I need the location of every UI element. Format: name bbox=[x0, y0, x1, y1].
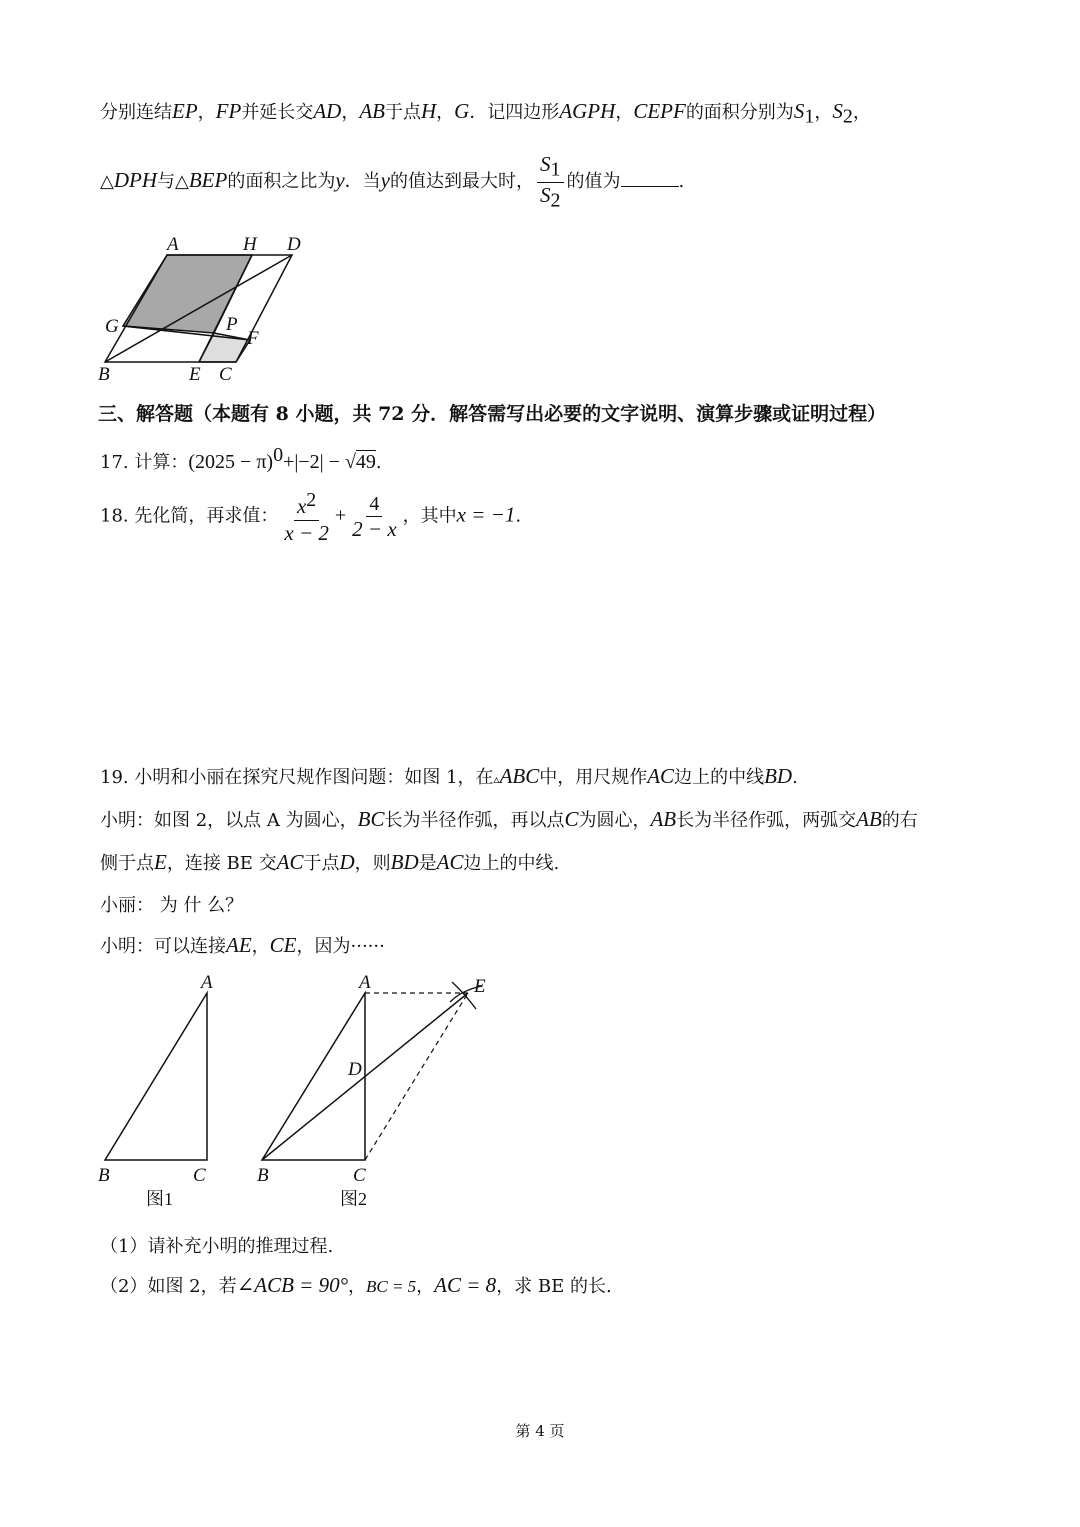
math-s: S bbox=[540, 182, 551, 207]
text: ．当 bbox=[344, 171, 381, 193]
math-s: S bbox=[793, 99, 805, 123]
math-ab: AB bbox=[650, 807, 677, 831]
text: ， bbox=[416, 1276, 435, 1297]
math-expression: (2025 − π) bbox=[188, 451, 274, 473]
text: ， bbox=[615, 102, 634, 123]
label-b: B bbox=[257, 1165, 269, 1186]
text: 侧于点 bbox=[100, 853, 154, 874]
fraction-2 bbox=[349, 492, 400, 541]
text: ， bbox=[341, 102, 360, 123]
text: . bbox=[678, 171, 685, 193]
q19-figures bbox=[90, 968, 510, 1213]
condition: x = −1 bbox=[456, 502, 516, 527]
math-ab: AB bbox=[359, 99, 385, 123]
text: 小明：可以连接 bbox=[100, 936, 226, 957]
math-s: S bbox=[540, 152, 551, 176]
math-d: D bbox=[339, 850, 355, 874]
math-ac: AC bbox=[276, 850, 304, 874]
text: ，求 BE 的长. bbox=[496, 1276, 612, 1297]
math-ac: AC bbox=[647, 764, 675, 788]
math-x: x bbox=[296, 494, 307, 518]
subscript: 1 bbox=[804, 105, 815, 128]
text: ， bbox=[251, 936, 270, 957]
math-fp: FP bbox=[215, 99, 242, 123]
triangle-symbol: △ bbox=[100, 171, 114, 193]
text: . bbox=[792, 767, 798, 788]
text: ，其中 bbox=[402, 505, 457, 527]
text: ，连接 BE 交 bbox=[166, 853, 277, 874]
label-a: A bbox=[167, 234, 179, 255]
label-a: A bbox=[359, 972, 371, 993]
text: 的面积之比为 bbox=[227, 171, 336, 193]
q19-line-2 bbox=[100, 806, 918, 832]
text: 长为半径作弧，两弧交 bbox=[676, 810, 857, 831]
operator: + bbox=[334, 504, 347, 527]
text: ， bbox=[436, 102, 455, 123]
label-p: P bbox=[226, 314, 238, 335]
page-number: 第 4 页 bbox=[515, 1422, 565, 1440]
math-ae: AE bbox=[226, 933, 252, 957]
text: 边上的中线. bbox=[463, 853, 560, 874]
math-ac: AC bbox=[436, 850, 464, 874]
label-b: B bbox=[98, 1165, 110, 1186]
q16-line-2 bbox=[100, 152, 684, 212]
numerator: 4 bbox=[366, 492, 382, 517]
text: 为圆心， bbox=[578, 810, 651, 831]
math-bep: BEP bbox=[188, 168, 228, 193]
math-g: G bbox=[454, 99, 470, 123]
text: ，因为······ bbox=[296, 936, 385, 957]
text: 中，用尺规作 bbox=[539, 767, 648, 788]
math-bd: BD bbox=[764, 764, 793, 788]
math-y: y bbox=[380, 168, 390, 193]
question-number: 17. bbox=[100, 452, 129, 473]
subscript: 2 bbox=[842, 105, 853, 128]
label-f: F bbox=[247, 328, 259, 349]
math-y: y bbox=[335, 168, 345, 193]
text: . bbox=[375, 452, 382, 473]
math-agph: AGPH bbox=[559, 99, 616, 123]
answer-blank[interactable] bbox=[621, 168, 679, 187]
text: 的值为 bbox=[566, 171, 621, 193]
text: . bbox=[515, 505, 522, 527]
exponent: 2 bbox=[306, 489, 317, 511]
label-a: A bbox=[201, 972, 213, 993]
question-17 bbox=[100, 444, 382, 474]
math-ac: AC = 8 bbox=[434, 1273, 497, 1297]
label-c: C bbox=[353, 1165, 366, 1186]
radicand: 49 bbox=[355, 451, 376, 473]
text: 先化简，再求值： bbox=[134, 505, 279, 527]
denominator: x − 2 bbox=[284, 521, 329, 545]
label-d: D bbox=[287, 234, 301, 255]
math-cepf: CEPF bbox=[633, 99, 686, 123]
text: 边上的中线 bbox=[674, 767, 765, 788]
label-c: C bbox=[219, 364, 232, 385]
text: 与 bbox=[157, 171, 176, 193]
text: 于点 bbox=[384, 102, 421, 123]
math-c: C bbox=[564, 807, 579, 831]
triangle-abc bbox=[105, 993, 207, 1160]
text: 长为半径作弧，再以点 bbox=[384, 810, 565, 831]
question-number: 18. bbox=[100, 505, 129, 527]
figure-caption: 图1 bbox=[146, 1189, 173, 1209]
label-b: B bbox=[98, 364, 110, 385]
question-18 bbox=[100, 488, 521, 545]
q19-part-1: （1）请补充小明的推理过程. bbox=[100, 1236, 334, 1257]
label-e: E bbox=[189, 364, 201, 385]
math-ep: EP bbox=[172, 99, 198, 123]
text: ， bbox=[852, 102, 871, 123]
figure-1 bbox=[98, 972, 213, 1209]
fraction-1 bbox=[281, 488, 332, 545]
text: （2）如图 2，若 bbox=[100, 1276, 237, 1297]
q16-parallelogram-figure bbox=[95, 230, 325, 385]
text: ， bbox=[347, 1276, 366, 1297]
text: 19. 小明和小丽在探究尺规作图问题：如图 1，在 bbox=[100, 767, 494, 788]
math-bc: BC = 5 bbox=[365, 1277, 417, 1296]
math-dph: DPH bbox=[113, 168, 158, 193]
fraction-s1-s2 bbox=[537, 152, 564, 212]
text: 于点 bbox=[303, 853, 340, 874]
q19-line-3 bbox=[100, 849, 559, 875]
math-abc: ABC bbox=[499, 764, 540, 788]
text: ， bbox=[814, 102, 833, 123]
math-ab: AB bbox=[856, 807, 882, 831]
text: 分别连结 bbox=[100, 102, 172, 123]
denominator: 2 − x bbox=[352, 517, 397, 541]
text: ，则 bbox=[354, 853, 391, 874]
label-d: D bbox=[348, 1059, 362, 1080]
math-bd: BD bbox=[390, 850, 419, 874]
triangle-symbol: △ bbox=[175, 171, 189, 193]
section-heading: 三、解答题（本题有 8 小题，共 72 分．解答需写出必要的文字说明、演算步骤或证明过程） bbox=[98, 403, 887, 425]
dashed-ce bbox=[365, 993, 468, 1160]
math-expression: +|−2| − bbox=[283, 451, 345, 473]
sqrt-symbol: √ bbox=[344, 451, 356, 473]
text: 是 bbox=[418, 853, 437, 874]
math-ad: AD bbox=[313, 99, 342, 123]
text: 的面积分别为 bbox=[685, 102, 794, 123]
figure-caption: 图2 bbox=[340, 1189, 367, 1209]
label-h: H bbox=[243, 234, 257, 255]
q19-line-5 bbox=[100, 932, 385, 958]
q19-part-2 bbox=[100, 1272, 612, 1298]
math-bc: BC bbox=[357, 807, 385, 831]
q16-line-1 bbox=[100, 98, 871, 129]
exponent: 0 bbox=[273, 444, 284, 466]
q19-line-1 bbox=[100, 763, 798, 789]
subscript: 1 bbox=[550, 158, 561, 181]
q19-line-4: 小丽： 为 什 么？ bbox=[100, 895, 244, 916]
text: 的右 bbox=[881, 810, 918, 831]
label-e: E bbox=[474, 976, 486, 997]
label-g: G bbox=[105, 316, 119, 337]
text: ， bbox=[197, 102, 216, 123]
label-c: C bbox=[193, 1165, 206, 1186]
text: 的值达到最大时， bbox=[390, 171, 534, 193]
triangle-symbol: ▵ bbox=[493, 772, 500, 786]
math-ce: CE bbox=[269, 933, 297, 957]
subscript: 2 bbox=[550, 189, 561, 212]
text: ．记四边形 bbox=[469, 102, 560, 123]
math-h: H bbox=[420, 99, 437, 123]
text: 计算： bbox=[134, 452, 189, 473]
math-angle: ∠ACB = 90° bbox=[236, 1273, 348, 1297]
figure-2 bbox=[257, 972, 486, 1209]
text: 小明：如图 2，以点 A 为圆心， bbox=[100, 810, 358, 831]
math-s: S bbox=[832, 99, 843, 123]
math-e: E bbox=[154, 850, 167, 874]
text: 并延长交 bbox=[241, 102, 314, 123]
